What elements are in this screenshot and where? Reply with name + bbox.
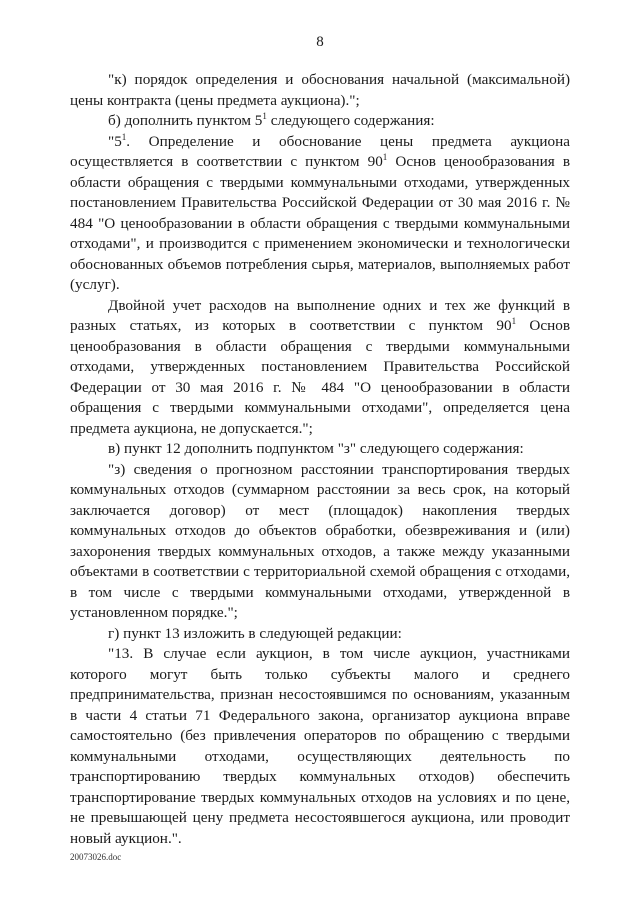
footer-file-name: 20073026.doc <box>70 852 122 862</box>
paragraph-13: "13. В случае если аукцион, в том числе аукцион, участниками которого могут быть только субъекты малого и среднего предпринимательства, признан несостоявшимся по основаниям, указанным в части 4 статьи 71 Федерального закона, организатор аукциона вправе самостоятельно (без привлечения операторов по обращению с твердыми коммунальными отходами, осуществляющих деятельность по транспортированию твердых коммунальных отходов) обеспечить транспортирование твердых коммунальных отходов на условиях и по цене, не превышающей цену предмета несостоявшегося аукциона, или проводит новый аукцион.". <box>70 645 570 847</box>
paragraph-double-accounting-start: Двойной учет расходов на выполнение одних и тех же функций в разных статьях, из которых в соответствии с пунктом 90 <box>70 296 570 334</box>
paragraph-b-text: б) дополнить пунктом 5 <box>108 112 263 129</box>
paragraph-5-1-start: "5 <box>108 132 122 150</box>
document-body <box>70 70 570 849</box>
paragraph-5-1 <box>70 132 570 296</box>
superscript: 1 <box>382 151 388 162</box>
paragraph-v: в) пункт 12 дополнить подпунктом "з" следующего содержания: <box>108 440 524 457</box>
superscript: 1 <box>121 131 127 142</box>
paragraph-5-1-end: Основ ценообразования в области обращения с твердыми коммунальными отходами, утвержденных постановлением Правительства Российской Федерации от 30 мая 2016 г. № 484 "О ценообразовании в области обращения с твердыми коммунальными отходами", и производится с применением экономически и технологически обоснованных объемов потребления сырья, материалов, выполняемых работ (услуг). <box>70 153 570 293</box>
paragraph-5-1-mid: . Определение и обоснование цены предмета аукциона осуществляется в соответствии с пунктом 90 <box>70 132 570 170</box>
paragraph-b-text-end: следующего содержания: <box>266 112 435 129</box>
paragraph-b <box>70 111 570 132</box>
paragraph-double-accounting <box>70 296 570 440</box>
paragraph-double-accounting-end: Основ ценообразования в области обращения с твердыми коммунальными отходами, утвержденных постановлением Правительства Российской Федерации от 30 мая 2016 г. № 484 "О ценообразовании в области обращения с твердыми коммунальными отходами", определяется цена предмета аукциона, не допускается."; <box>70 317 570 437</box>
page-number: 8 <box>316 34 324 50</box>
paragraph-z: "з) сведения о прогнозном расстоянии транспортирования твердых коммунальных отходов (суммарном расстоянии за весь срок, на который заключается договор) от мест (площадок) накопления твердых коммунальных отходов до объектов обработки, обезвреживания и (или) захоронения твердых коммунальных отходов, а также между указанными объектами в соответствии с территориальной схемой обращения с отходами, в том числе с твердыми коммунальными отходами, утвержденной в установленном порядке."; <box>70 460 570 621</box>
superscript: 1 <box>511 315 517 326</box>
superscript: 1 <box>262 110 267 121</box>
paragraph-g: г) пункт 13 изложить в следующей редакции: <box>108 624 402 642</box>
paragraph-k: "к) порядок определения и обоснования начальной (максимальной) цены контракта (цены предмета аукциона)."; <box>70 71 570 109</box>
